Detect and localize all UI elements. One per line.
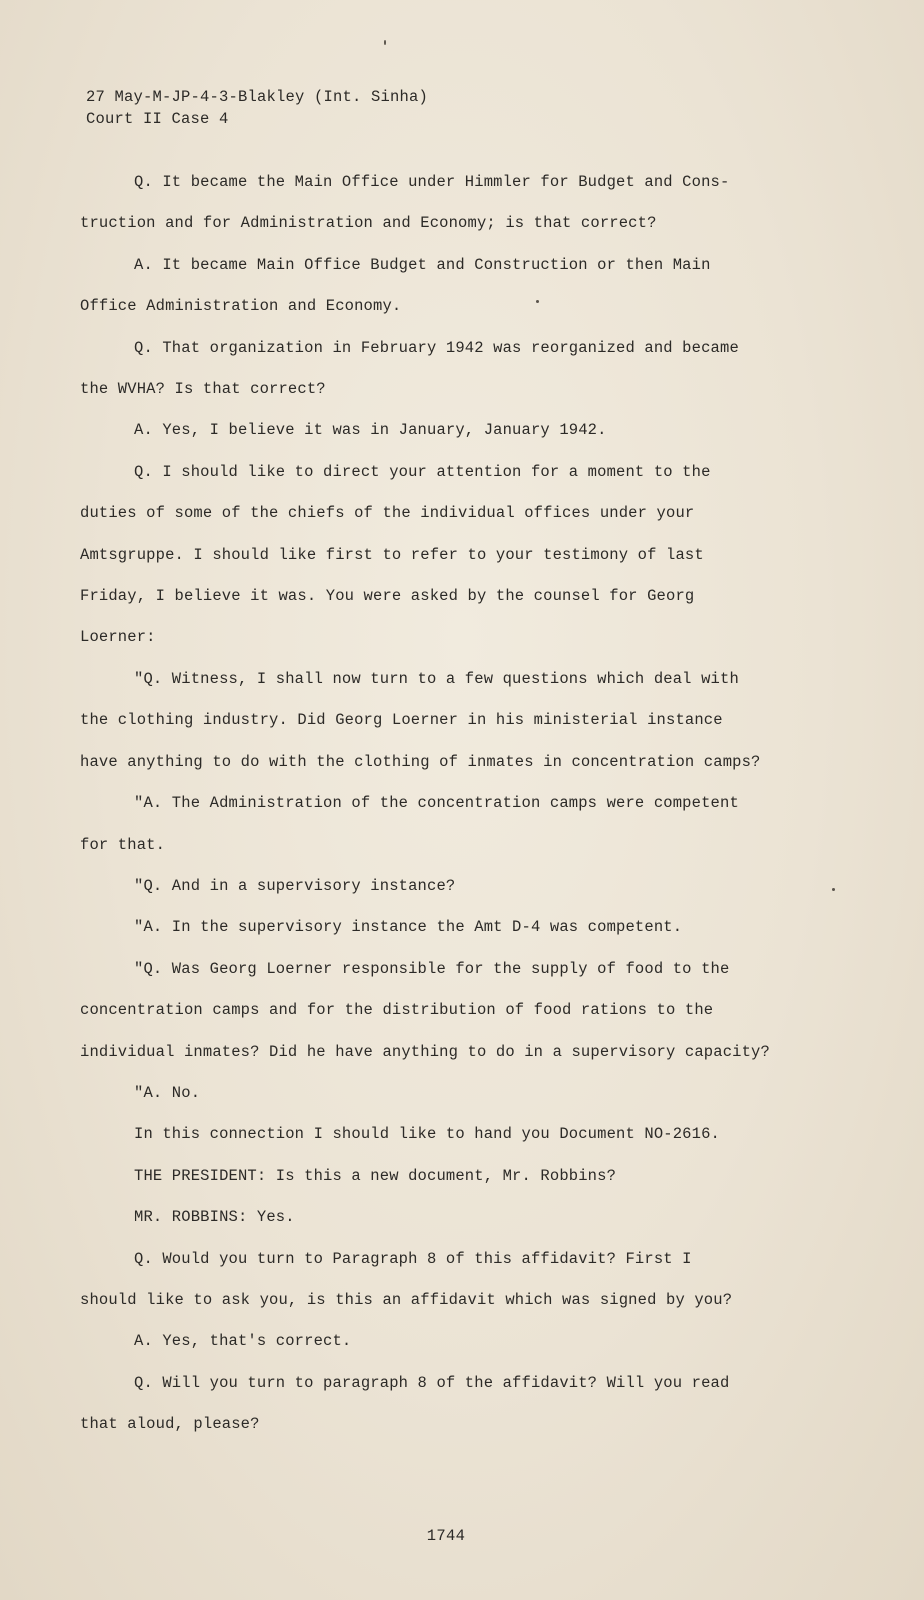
page-number: 1744 xyxy=(426,1527,466,1545)
transcript-line: THE PRESIDENT: Is this a new document, Mr. Robbins? xyxy=(134,1166,617,1185)
transcript-line: "A. No. xyxy=(134,1083,201,1102)
transcript-line: duties of some of the chiefs of the individual offices under your xyxy=(80,504,695,523)
header-reference-line: 27 May-M-JP-4-3-Blakley (Int. Sinha) xyxy=(86,88,429,106)
transcript-line: Q. It became the Main Office under Himmler for Budget and Cons- xyxy=(134,173,730,191)
transcript-line: Office Administration and Economy. xyxy=(80,297,402,316)
transcript-line: Amtsgruppe. I should like first to refer to your testimony of last xyxy=(80,545,704,564)
transcript-line: "Q. And in a supervisory instance? xyxy=(134,876,456,895)
transcript-body xyxy=(80,162,850,1446)
transcript-line: "Q. Was Georg Loerner responsible for the supply of food to the xyxy=(134,959,730,978)
transcript-line: the WVHA? Is that correct? xyxy=(80,380,326,399)
transcript-line: In this connection I should like to hand you Document NO-2616. xyxy=(134,1125,720,1144)
transcript-line: "A. The Administration of the concentration camps were competent xyxy=(134,794,739,813)
transcript-line: truction and for Administration and Economy; is that correct? xyxy=(80,214,657,233)
transcript-line: for that. xyxy=(80,835,166,854)
transcript-line: that aloud, please? xyxy=(80,1415,260,1434)
transcript-line: "Q. Witness, I shall now turn to a few questions which deal with xyxy=(134,669,739,688)
transcript-line: the clothing industry. Did Georg Loerner in his ministerial instance xyxy=(80,711,723,730)
paper-speck xyxy=(384,40,386,45)
transcript-line: concentration camps and for the distribution of food rations to the xyxy=(80,1001,714,1020)
header-court-line: Court II Case 4 xyxy=(86,110,229,128)
document-header xyxy=(86,86,428,130)
transcript-line: Loerner: xyxy=(80,628,156,647)
transcript-line: Q. Would you turn to Paragraph 8 of this affidavit? First I xyxy=(134,1249,692,1268)
transcript-line: Q. I should like to direct your attention for a moment to the xyxy=(134,462,711,481)
transcript-line: Friday, I believe it was. You were asked by the counsel for Georg xyxy=(80,587,695,606)
transcript-line: MR. ROBBINS: Yes. xyxy=(134,1208,295,1227)
transcript-line: Q. Will you turn to paragraph 8 of the affidavit? Will you read xyxy=(134,1373,730,1392)
transcript-line: have anything to do with the clothing of inmates in concentration camps? xyxy=(80,752,761,771)
transcript-line: A. Yes, I believe it was in January, January 1942. xyxy=(134,421,607,440)
transcript-line: individual inmates? Did he have anything to do in a supervisory capacity? xyxy=(80,1042,770,1061)
transcript-line: "A. In the supervisory instance the Amt D-4 was competent. xyxy=(134,918,683,937)
transcript-line: Q. That organization in February 1942 was reorganized and became xyxy=(134,338,739,357)
transcript-line: A. It became Main Office Budget and Construction or then Main xyxy=(134,255,711,274)
paper-speck xyxy=(536,300,539,303)
transcript-line: A. Yes, that's correct. xyxy=(134,1332,352,1351)
transcript-line: should like to ask you, is this an affidavit which was signed by you? xyxy=(80,1290,733,1309)
paper-speck xyxy=(832,888,835,891)
